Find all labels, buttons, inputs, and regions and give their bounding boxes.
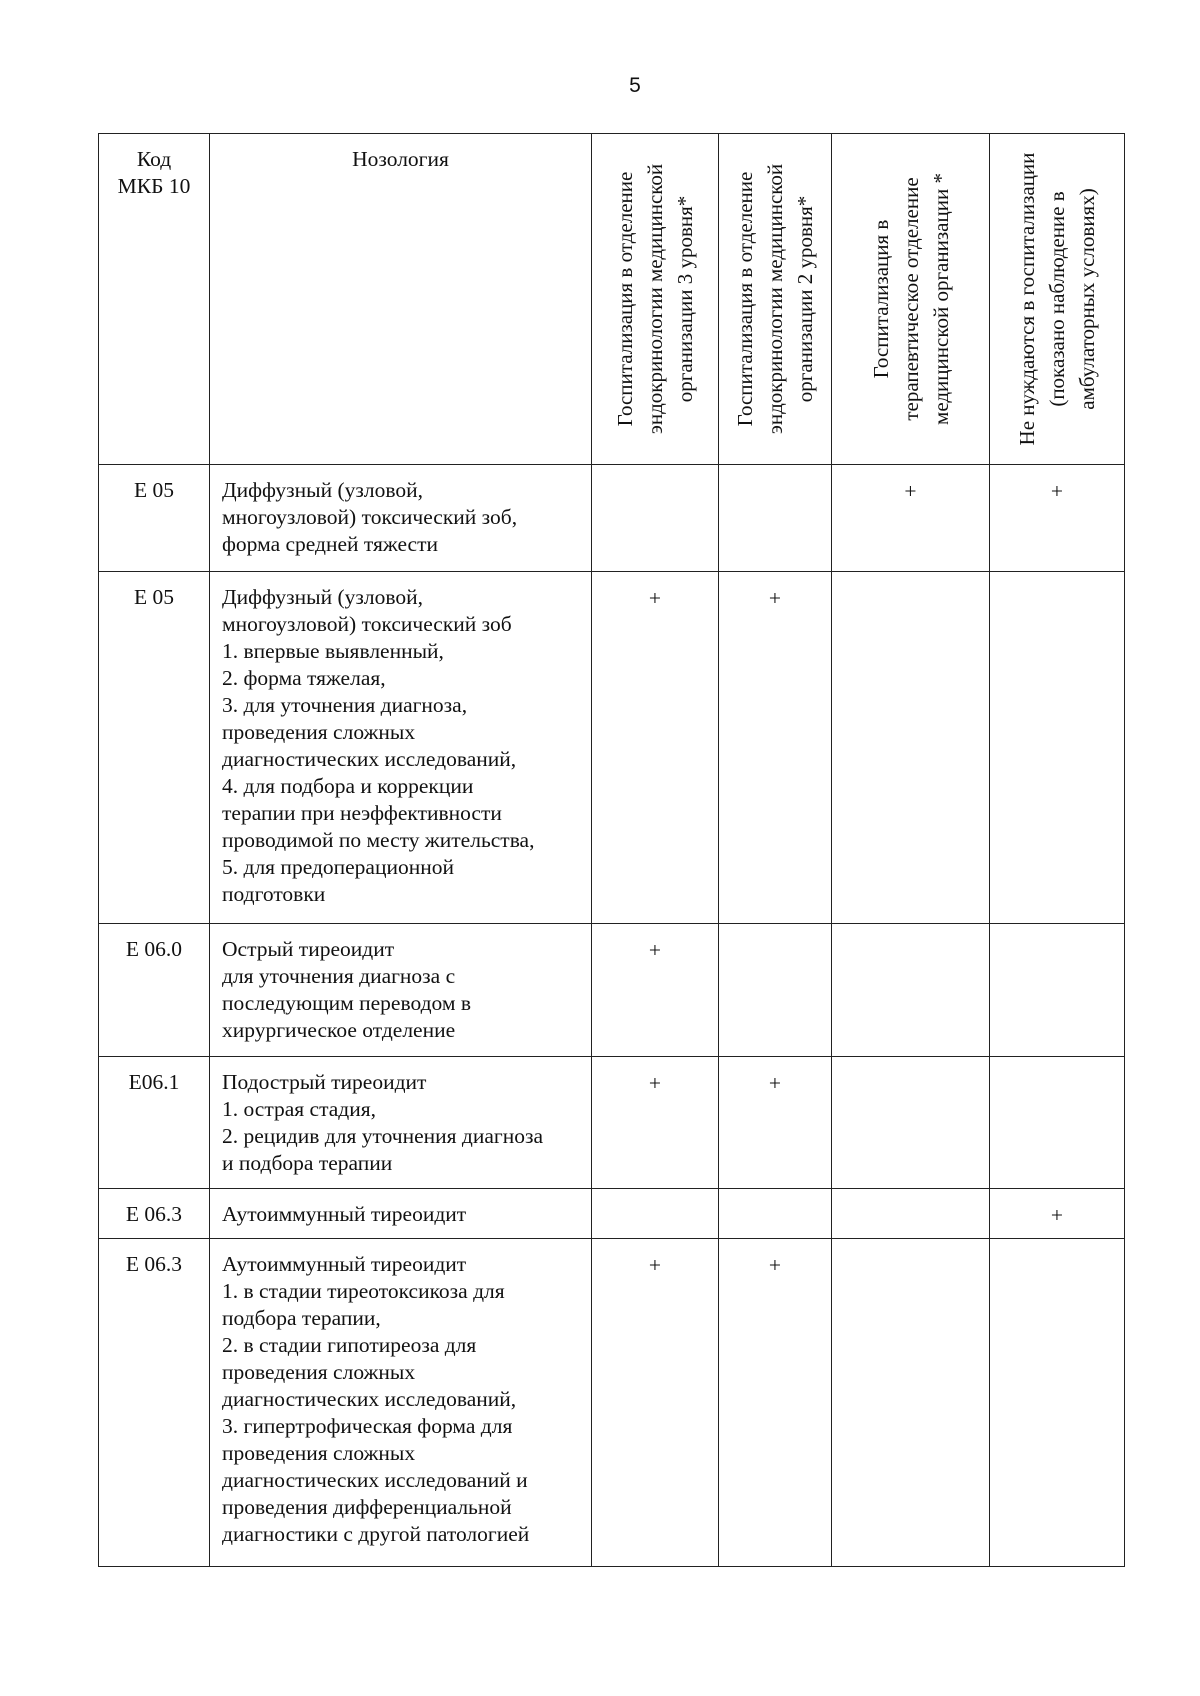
nosology-cell: [210, 924, 592, 1057]
mark-cell: +: [592, 1239, 719, 1567]
nosology-line: проводимой по месту жительства,: [222, 828, 535, 852]
mark-cell: +: [719, 572, 832, 924]
icd-code: Е 06.3: [99, 1239, 210, 1567]
nosology-line: 1. впервые выявленный,: [222, 639, 444, 663]
icd-code: Е 05: [99, 465, 210, 572]
table-row: [99, 572, 1125, 924]
nosology-line: многоузловой) токсический зоб,: [222, 505, 518, 529]
nosology-line: Острый тиреоидит: [222, 937, 395, 961]
mark-cell: [719, 924, 832, 1057]
nosology-cell: [210, 1057, 592, 1189]
mark-cell: +: [592, 1057, 719, 1189]
nosology-line: диагностических исследований и: [222, 1468, 528, 1492]
nosology-line: 2. рецидив для уточнения диагноза: [222, 1124, 543, 1148]
mark-cell: +: [832, 465, 990, 572]
header-code: [99, 134, 210, 465]
header-col-level2: Госпитализация в отделение эндокринологии медицинской организации 2 уровня*: [719, 134, 832, 465]
page-number: 5: [629, 74, 641, 97]
nosology-line: Диффузный (узловой,: [222, 585, 423, 609]
nosology-line: и подбора терапии: [222, 1151, 393, 1175]
nosology-line: 2. форма тяжелая,: [222, 666, 386, 690]
nosology-line: 2. в стадии гипотиреоза для: [222, 1333, 477, 1357]
nosology-line: 3. для уточнения диагноза,: [222, 693, 468, 717]
nosology-line: Диффузный (узловой,: [222, 478, 423, 502]
mark-cell: +: [592, 924, 719, 1057]
mark-cell: [592, 1189, 719, 1239]
nosology-line: подбора терапии,: [222, 1306, 381, 1330]
table-row: [99, 924, 1125, 1057]
nosology-line: подготовки: [222, 882, 326, 906]
header-code-line: МКБ 10: [117, 174, 191, 198]
nosology-line: форма средней тяжести: [222, 532, 438, 556]
mark-cell: +: [592, 572, 719, 924]
mark-cell: [719, 1189, 832, 1239]
mark-cell: [990, 572, 1125, 924]
table-row: [99, 1239, 1125, 1567]
mark-cell: [832, 572, 990, 924]
mark-cell: +: [719, 1057, 832, 1189]
table-row: [99, 465, 1125, 572]
header-col-level3: Госпитализация в отделение эндокринологии медицинской организации 3 уровня*: [592, 134, 719, 465]
mark-cell: +: [990, 1189, 1125, 1239]
table-row: [99, 1057, 1125, 1189]
mark-cell: [832, 924, 990, 1057]
header-col-therapeutic: Госпитализация в терапевтическое отделение медицинской организации *: [832, 134, 990, 465]
nosology-cell: [210, 572, 592, 924]
nosology-line: последующим переводом в: [222, 991, 472, 1015]
icd-code: Е 05: [99, 572, 210, 924]
nosology-line: Подострый тиреоидит: [222, 1070, 427, 1094]
nosology-line: диагностики с другой патологией: [222, 1522, 530, 1546]
mark-cell: [832, 1189, 990, 1239]
nosology-cell: [210, 465, 592, 572]
nosology-cell: [210, 1239, 592, 1567]
nosology-line: 4. для подбора и коррекции: [222, 774, 474, 798]
mark-cell: [832, 1239, 990, 1567]
hospitalization-table: [98, 133, 1125, 1567]
nosology-line: 1. в стадии тиреотоксикоза для: [222, 1279, 505, 1303]
nosology-line: 5. для предоперационной: [222, 855, 455, 879]
nosology-line: проведения сложных: [222, 720, 416, 744]
mark-cell: [990, 1239, 1125, 1567]
nosology-line: для уточнения диагноза с: [222, 964, 456, 988]
header-code-line: Код: [136, 147, 172, 171]
nosology-line: проведения сложных: [222, 1441, 416, 1465]
nosology-line: хирургическое отделение: [222, 1018, 456, 1042]
nosology-line: 1. острая стадия,: [222, 1097, 376, 1121]
nosology-line: проведения сложных: [222, 1360, 416, 1384]
nosology-line: 3. гипертрофическая форма для: [222, 1414, 513, 1438]
nosology-line: Аутоиммунный тиреоидит: [222, 1252, 467, 1276]
nosology-line: проведения дифференциальной: [222, 1495, 512, 1519]
mark-cell: [832, 1057, 990, 1189]
nosology-line: терапии при неэффективности: [222, 801, 502, 825]
icd-code: Е 06.3: [99, 1189, 210, 1239]
table-row: [99, 1189, 1125, 1239]
header-row: [99, 134, 1125, 465]
nosology-line: многоузловой) токсический зоб: [222, 612, 512, 636]
nosology-line: диагностических исследований,: [222, 1387, 517, 1411]
nosology-line: Аутоиммунный тиреоидит: [222, 1202, 467, 1226]
mark-cell: [990, 1057, 1125, 1189]
mark-cell: [990, 924, 1125, 1057]
mark-cell: +: [719, 1239, 832, 1567]
nosology-cell: [210, 1189, 592, 1239]
icd-code: Е 06.0: [99, 924, 210, 1057]
header-nosology: Нозология: [210, 134, 592, 465]
mark-cell: [592, 465, 719, 572]
mark-cell: +: [990, 465, 1125, 572]
header-col-outpatient: Не нуждаются в госпитализации (показано наблюдение в амбулаторных условиях): [990, 134, 1125, 465]
icd-code: Е06.1: [99, 1057, 210, 1189]
mark-cell: [719, 465, 832, 572]
nosology-line: диагностических исследований,: [222, 747, 517, 771]
